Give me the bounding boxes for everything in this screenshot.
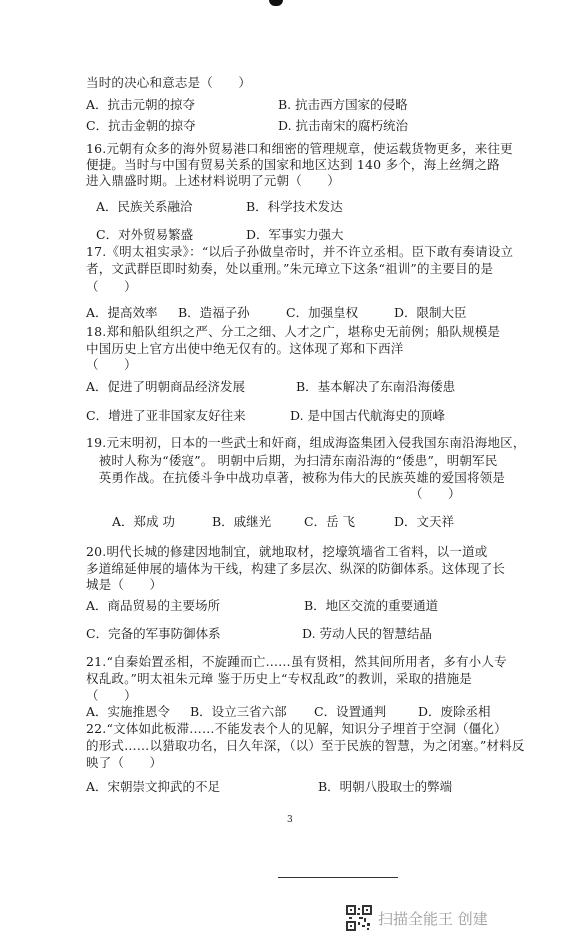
answer-option: C．设置通判 — [314, 704, 387, 719]
answer-option: D．军事实力强大 — [246, 227, 344, 242]
text-line: 当时的决心和意志是（ ） — [86, 75, 252, 90]
footer-rule — [278, 877, 398, 878]
answer-option: A．宋朝崇文抑武的不足 — [86, 779, 221, 794]
text-line: 多道绵延伸展的墙体为干线，构建了多层次、纵深的防御体系。这体现了长 — [86, 561, 506, 576]
text-line: 17.《明太祖实录》：“以后子孙做皇帝时，并不许立丞相。臣下敢有奏请设立 — [86, 244, 514, 259]
answer-option: B．地区交流的重要通道 — [304, 598, 439, 613]
answer-option: C．岳 飞 — [304, 514, 356, 529]
answer-option: B．戚继光 — [212, 514, 272, 529]
answer-option: B．造福子孙 — [178, 305, 250, 320]
answer-option: B．科学技术发达 — [246, 199, 343, 214]
qr-code-icon — [346, 905, 372, 931]
answer-option: D. 抗击南宋的腐朽统治 — [278, 118, 409, 133]
scan-mark — [269, 0, 283, 6]
answer-option: A．提高效率 — [86, 305, 158, 320]
text-line: 21.“自秦始置丞相，不旋踵而亡……虽有贤相，然其间所用者，多有小人专 — [86, 654, 507, 669]
answer-option: A．抗击元朝的掠夺 — [86, 97, 196, 112]
text-line: 便捷。当时与中国有贸易关系的国家和地区达到 140 多个，海上丝绸之路 — [86, 157, 500, 172]
text-line: 中国历史上官方出使中绝无仅有的。这体现了郑和下西洋 — [86, 341, 404, 356]
text-line: 18.郑和船队组织之严、分工之细、人才之广，堪称史无前例；船队规模是 — [86, 324, 501, 339]
text-line: 英勇作战。在抗倭斗争中战功卓著，被称为伟大的民族英雄的爱国将领是 — [86, 470, 506, 485]
answer-option: B．基本解决了东南沿海倭患 — [296, 379, 456, 394]
watermark-text: 扫描全能王 创建 — [378, 909, 488, 928]
answer-option: C．对外贸易繁盛 — [96, 227, 194, 242]
answer-option: C．完备的军事防御体系 — [86, 626, 221, 641]
answer-option: C．抗击金朝的掠夺 — [86, 118, 196, 133]
text-line: 20.明代长城的修建因地制宜，就地取材，挖壕筑墙省工省料，以一道或 — [86, 544, 488, 559]
text-line: 的形式……以猎取功名，日久年深，（以）至于民族的智慧，为之闭塞。”材料反 — [86, 738, 525, 753]
page-number: 3 — [287, 815, 293, 825]
answer-option: D．限制大臣 — [394, 305, 467, 320]
answer-option: D．文天祥 — [394, 514, 455, 529]
text-line: 者，文武群臣即时劾奏，处以重刑。”朱元璋立下这条“祖训”的主要目的是 — [86, 261, 494, 276]
answer-option: A．商品贸易的主要场所 — [86, 598, 221, 613]
text-line: （ ） — [86, 688, 137, 703]
text-line: 19.元末明初，日本的一些武士和奸商，组成海盗集团入侵我国东南沿海地区， — [86, 435, 526, 450]
watermark — [346, 905, 488, 931]
text-line: 权乱政。”明太祖朱元璋 鉴于历史上“专权乱政”的教训，采取的措施是 — [86, 671, 472, 686]
answer-option: D. 是中国古代航海史的顶峰 — [290, 408, 446, 423]
answer-option: C．增进了亚非国家友好往来 — [86, 408, 246, 423]
text-line: （ ） — [86, 279, 137, 294]
text-line: 映了（ ） — [86, 755, 163, 770]
text-line: 被时人称为“倭寇”。 明朝中后期，为扫清东南沿海的“倭患”，明朝军民 — [86, 453, 498, 468]
answer-option: B. 抗击西方国家的侵略 — [278, 97, 408, 112]
answer-option: A．实施推恩令 — [86, 704, 171, 719]
text-line: 进入鼎盛时期。上述材料说明了元朝（ ） — [86, 173, 341, 188]
answer-option: A．民族关系融洽 — [96, 199, 193, 214]
text-line: 22.“文体如此板滞……不能发表个人的见解，知识分子埋首于空洞（僵化） — [86, 721, 507, 736]
answer-option: B．明朝八股取士的弊端 — [318, 779, 453, 794]
answer-option: A．促进了明朝商品经济发展 — [86, 379, 246, 394]
answer-option: B．设立三省六部 — [190, 704, 287, 719]
answer-option: C．加强皇权 — [286, 305, 359, 320]
answer-option: D. 劳动人民的智慧结晶 — [302, 626, 433, 641]
answer-option: A．郑成 功 — [112, 514, 176, 529]
text-line: 城是（ ） — [86, 577, 163, 592]
text-line: （ ） — [86, 357, 137, 372]
text-line: 16.元朝有众多的海外贸易港口和细密的管理规章，使运载货物更多，来往更 — [86, 141, 513, 156]
text-line: （ ） — [86, 486, 461, 501]
answer-option: D．废除丞相 — [418, 704, 491, 719]
